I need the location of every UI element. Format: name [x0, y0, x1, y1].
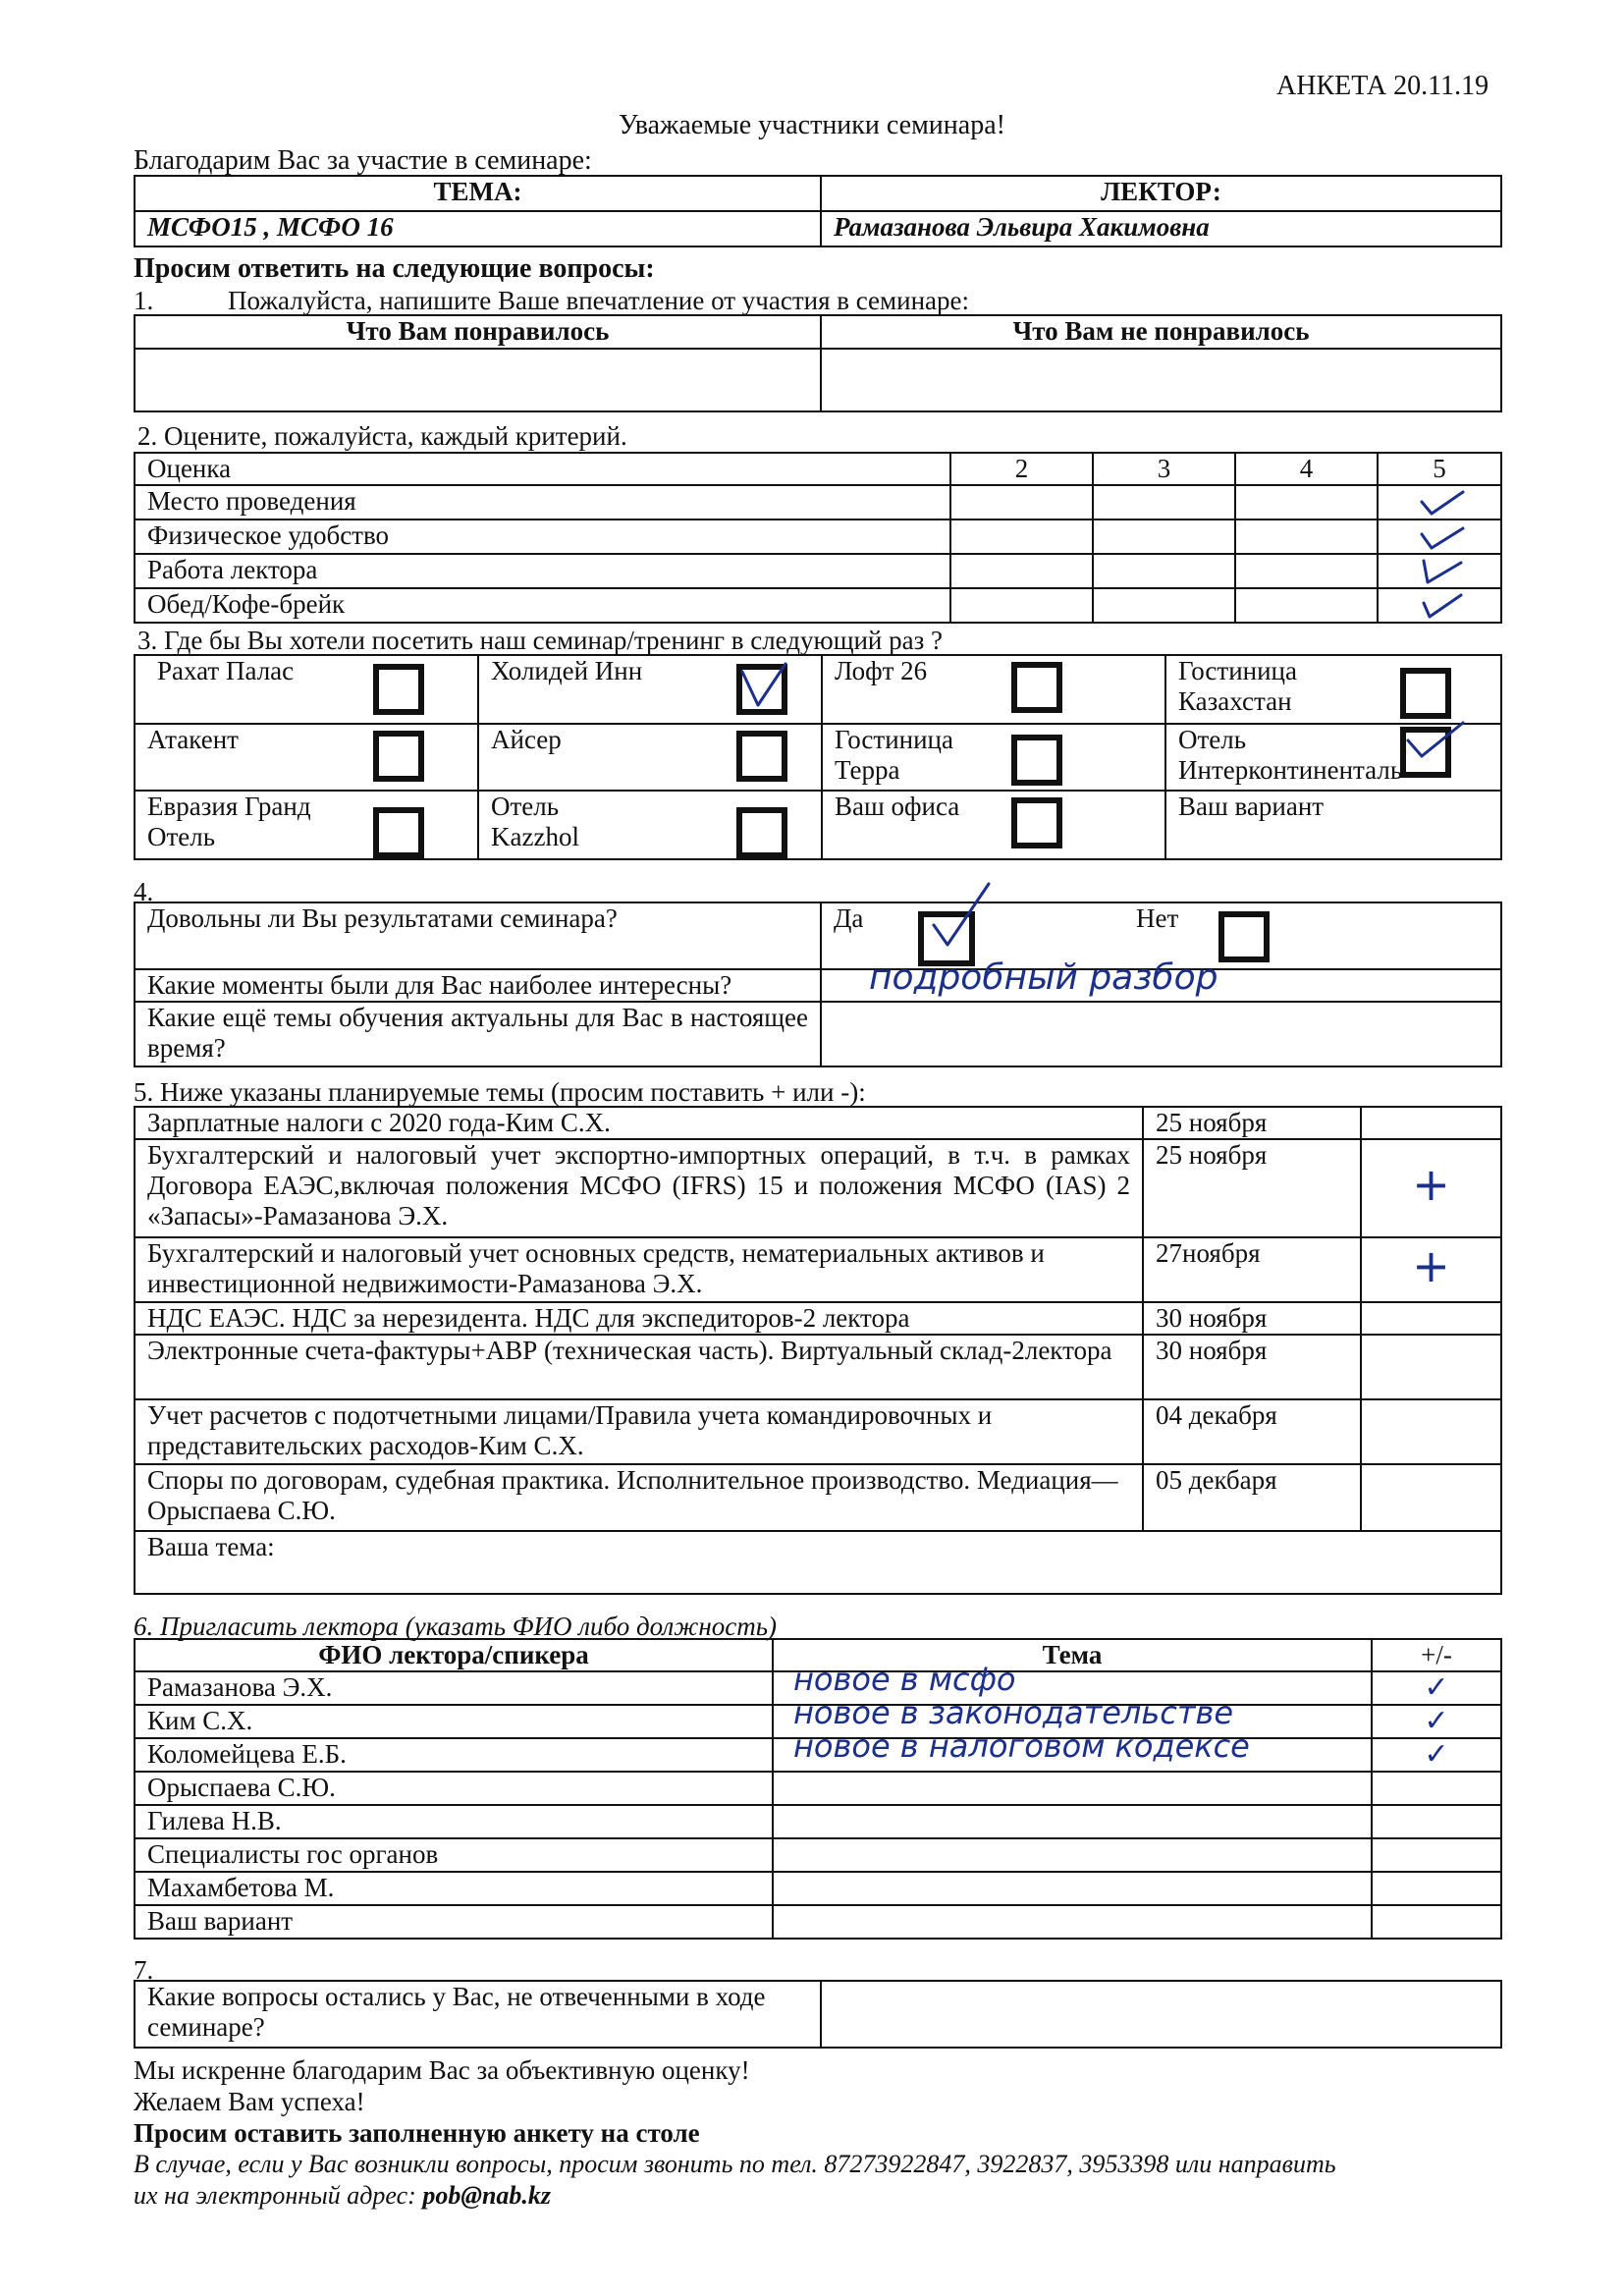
- speaker-topic[interactable]: [773, 1772, 1372, 1805]
- checkbox[interactable]: [373, 807, 424, 858]
- own-topic-field[interactable]: [135, 1531, 1501, 1594]
- speaker-name: Ваш вариант: [135, 1905, 773, 1939]
- col-speaker-mark: +/-: [1372, 1639, 1501, 1671]
- no-checkbox[interactable]: [1218, 911, 1270, 962]
- planned-topic: Зарплатные налоги с 2020 года-Ким С.Х.: [135, 1107, 1143, 1139]
- planned-topic: Споры по договорам, судебная практика. Исполнительное производство. Медиация—Орыспаева С.Ю.: [135, 1464, 1143, 1531]
- speaker-mark[interactable]: [1372, 1738, 1501, 1772]
- topic-value: МСФО15 , МСФО 16: [135, 211, 821, 246]
- speaker-mark[interactable]: [1372, 1772, 1501, 1805]
- venue-label: Отель Интерконтиненталь: [1178, 725, 1403, 785]
- checkbox[interactable]: [1011, 662, 1062, 713]
- criterion-comfort: Физическое удобство: [135, 519, 950, 554]
- q2-rating-table: [134, 452, 1502, 624]
- thanks-line: Благодарим Вас за участие в семинаре:: [134, 145, 592, 176]
- planned-topic: Учет расчетов с подотчетными лицами/Правила учета командировочных и представительских расходов-Ким С.Х.: [135, 1399, 1143, 1464]
- handwritten-topic: новое в налоговом кодексе: [793, 1727, 1250, 1765]
- handwritten-mark: +: [1412, 1158, 1450, 1211]
- speaker-mark[interactable]: [1372, 1905, 1501, 1939]
- topic-table: [134, 175, 1502, 247]
- plus-minus-cell[interactable]: [1361, 1139, 1501, 1237]
- rating-cell[interactable]: [1093, 554, 1235, 588]
- q1-liked-header: Что Вам понравилось: [135, 315, 821, 349]
- q3-venue-table: [134, 654, 1502, 860]
- q4-other-topics-question: Какие ещё темы обучения актуальны для Вас в настоящее время?: [135, 1002, 821, 1066]
- q1-liked-answer[interactable]: [135, 349, 821, 411]
- speaker-name: Специалисты гос органов: [135, 1838, 773, 1872]
- q1-text: Пожалуйста, напишите Ваше впечатление от участия в семинаре:: [228, 286, 969, 315]
- planned-date: 25 ноября: [1143, 1139, 1361, 1237]
- venue-rahat-palace[interactable]: [135, 655, 478, 724]
- check-mark-icon: [1418, 522, 1467, 552]
- venue-your-office[interactable]: [822, 791, 1165, 859]
- greeting: Уважаемые участники семинара!: [619, 110, 1005, 140]
- venue-aiser[interactable]: [478, 724, 822, 791]
- venue-eurasia-grand[interactable]: [135, 791, 478, 859]
- speaker-mark[interactable]: [1372, 1805, 1501, 1838]
- venue-label: Рахат Палас: [157, 656, 295, 685]
- q7-answer[interactable]: [821, 1981, 1501, 2048]
- yes-label: Да: [834, 903, 864, 933]
- own-topic-label: Ваша тема:: [147, 1532, 275, 1561]
- score-5: 5: [1378, 453, 1501, 485]
- rating-cell[interactable]: [1235, 485, 1378, 519]
- criterion-lecturer: Работа лектора: [135, 554, 950, 588]
- speaker-name: Гилева Н.В.: [135, 1805, 773, 1838]
- handwritten-topic: новое в мсфо: [793, 1661, 1016, 1698]
- plus-minus-cell[interactable]: [1361, 1302, 1501, 1335]
- rating-cell-checked[interactable]: [1378, 554, 1501, 588]
- check-mark-icon: [1388, 717, 1467, 766]
- no-label: Нет: [1136, 903, 1179, 933]
- speaker-name: Махамбетова М.: [135, 1872, 773, 1905]
- rating-cell[interactable]: [950, 519, 1093, 554]
- q1-disliked-header: Что Вам не понравилось: [821, 315, 1501, 349]
- handwritten-check: ✓: [1424, 1670, 1449, 1705]
- plus-minus-cell[interactable]: [1361, 1107, 1501, 1139]
- venue-label: Атакент: [147, 725, 239, 754]
- venue-atakent[interactable]: [135, 724, 478, 791]
- lecturer-header: ЛЕКТОР:: [821, 176, 1501, 211]
- rating-cell[interactable]: [1235, 554, 1378, 588]
- handwritten-check: ✓: [1424, 1704, 1449, 1738]
- rating-cell[interactable]: [1235, 519, 1378, 554]
- document-id: АНКЕТА 20.11.19: [1276, 71, 1489, 101]
- planned-topic: НДС ЕАЭС. НДС за нерезидента. НДС для экспедиторов-2 лектора: [135, 1302, 1143, 1335]
- col-speaker-name: ФИО лектора/спикера: [135, 1639, 773, 1671]
- planned-date: 27ноября: [1143, 1237, 1361, 1302]
- planned-topic: Бухгалтерский и налоговый учет экспортно-импортных операций, в т.ч. в рамках Договора ЕАЭС,включая положения МСФО (IFRS) 15 и положения МСФО (IAS) 2 «Запасы»-Рамазанова Э.Х.: [135, 1139, 1143, 1237]
- q4-table: [134, 902, 1502, 1067]
- rating-cell-checked[interactable]: [1378, 519, 1501, 554]
- speaker-name: Коломейцева Е.Б.: [135, 1738, 773, 1772]
- checkbox[interactable]: [373, 664, 424, 715]
- q3-title: 3. Где бы Вы хотели посетить наш семинар/тренинг в следующий раз ?: [137, 626, 944, 655]
- speaker-mark[interactable]: [1372, 1705, 1501, 1738]
- q1-disliked-answer[interactable]: [821, 349, 1501, 411]
- q2-title: 2. Оцените, пожалуйста, каждый критерий.: [137, 421, 627, 451]
- q4-satisfied-question: Довольны ли Вы результатами семинара?: [135, 902, 821, 969]
- rating-cell[interactable]: [1093, 519, 1235, 554]
- q5-topics-table: [134, 1106, 1502, 1595]
- q4-other-topics-answer[interactable]: [821, 1002, 1501, 1066]
- venue-intercontinental[interactable]: [1165, 724, 1501, 791]
- venue-label: Отель Kazzhol: [491, 792, 579, 851]
- speaker-name: Ким С.Х.: [135, 1705, 773, 1738]
- venue-label: Ваш офиса: [835, 792, 960, 821]
- speaker-topic[interactable]: [773, 1838, 1372, 1872]
- speaker-topic[interactable]: [773, 1905, 1372, 1939]
- intro-text: Просим ответить на следующие вопросы:: [134, 253, 655, 284]
- speaker-topic[interactable]: [773, 1727, 1372, 1772]
- footer-email-line: [134, 2180, 551, 2212]
- speaker-mark[interactable]: [1372, 1671, 1501, 1705]
- score-4: 4: [1235, 453, 1378, 485]
- q4-interesting-answer[interactable]: [821, 957, 1501, 1002]
- check-mark-icon: [732, 660, 791, 715]
- q4-interesting-question: Какие моменты были для Вас наиболее интересны?: [135, 969, 821, 1002]
- venue-holiday-inn[interactable]: [478, 655, 822, 724]
- checkbox[interactable]: [1011, 797, 1062, 848]
- q1-table: [134, 314, 1502, 412]
- checkbox[interactable]: [736, 731, 787, 782]
- rating-cell-checked[interactable]: [1378, 588, 1501, 623]
- rating-cell[interactable]: [1093, 485, 1235, 519]
- email-link[interactable]: pob@nab.kz: [422, 2181, 552, 2210]
- speaker-topic[interactable]: [773, 1805, 1372, 1838]
- checkbox[interactable]: [736, 807, 787, 858]
- plus-minus-cell[interactable]: [1361, 1399, 1501, 1464]
- rating-cell-checked[interactable]: [1378, 485, 1501, 519]
- email-prefix: их на электронный адрес:: [134, 2181, 423, 2210]
- q2-header-label: Оценка: [135, 453, 950, 485]
- planned-date: 30 ноября: [1143, 1302, 1361, 1335]
- topic-header: ТЕМА:: [135, 176, 821, 211]
- criterion-venue: Место проведения: [135, 485, 950, 519]
- checkbox[interactable]: [373, 731, 424, 782]
- speaker-name: Орыспаева С.Ю.: [135, 1772, 773, 1805]
- rating-cell[interactable]: [950, 588, 1093, 623]
- checkbox[interactable]: [1400, 668, 1451, 719]
- venue-label: Гостиница Терра: [835, 725, 953, 785]
- score-3: 3: [1093, 453, 1235, 485]
- handwritten-topic: новое в законодательстве: [793, 1694, 1234, 1731]
- plus-minus-cell[interactable]: [1361, 1237, 1501, 1302]
- q1-number: 1.: [134, 286, 154, 315]
- rating-cell[interactable]: [950, 554, 1093, 588]
- venue-kazzhol[interactable]: [478, 791, 822, 859]
- score-2: 2: [950, 453, 1093, 485]
- q5-title: 5. Ниже указаны планируемые темы (просим поставить + или -):: [134, 1077, 866, 1107]
- venue-hotel-terra[interactable]: [822, 724, 1165, 791]
- handwritten-mark: +: [1412, 1239, 1450, 1292]
- checkbox[interactable]: [1011, 735, 1062, 786]
- venue-hotel-kazakhstan[interactable]: [1165, 655, 1501, 724]
- rating-cell[interactable]: [1093, 588, 1235, 623]
- planned-topic: Бухгалтерский и налоговый учет основных средств, нематериальных активов и инвестиционной недвижимости-Рамазанова Э.Х.: [135, 1237, 1143, 1302]
- footer-contact: В случае, если у Вас возникли вопросы, просим звонить по тел. 87273922847, 3922837, 3953398 или направить: [134, 2150, 1336, 2178]
- plus-minus-cell[interactable]: [1361, 1335, 1501, 1399]
- check-mark-icon: [1418, 591, 1467, 621]
- q7-table: [134, 1980, 1502, 2049]
- footer-wish: Желаем Вам успеха!: [134, 2087, 365, 2116]
- check-mark-icon: [920, 880, 999, 949]
- check-mark-icon: [1418, 488, 1467, 518]
- planned-topic: Электронные счета-фактуры+АВР (техническая часть). Виртуальный склад-2лектора: [135, 1335, 1143, 1399]
- lecturer-value: Рамазанова Эльвира Хакимовна: [821, 211, 1501, 246]
- handwritten-check: ✓: [1424, 1737, 1449, 1772]
- venue-label: Лофт 26: [835, 656, 928, 685]
- rating-cell[interactable]: [950, 485, 1093, 519]
- q7-question: Какие вопросы остались у Вас, не отвеченными в ходе семинаре?: [135, 1981, 821, 2048]
- q6-title: 6. Пригласить лектора (указать ФИО либо должность): [134, 1612, 777, 1641]
- planned-date: 25 ноября: [1143, 1107, 1361, 1139]
- venue-label: Ваш вариант: [1178, 792, 1325, 821]
- venue-label: Евразия Гранд Отель: [147, 792, 311, 851]
- venue-label: Гостиница Казахстан: [1178, 656, 1297, 716]
- handwritten-answer: подробный разбор: [869, 957, 1218, 998]
- planned-date: 04 декабря: [1143, 1399, 1361, 1464]
- planned-date: 30 ноября: [1143, 1335, 1361, 1399]
- venue-your-option[interactable]: [1165, 791, 1501, 859]
- venue-label: Холидей Инн: [491, 656, 643, 685]
- q4-number: 4.: [134, 877, 154, 906]
- q7-number: 7.: [134, 1955, 154, 1985]
- speaker-mark[interactable]: [1372, 1872, 1501, 1905]
- speaker-mark[interactable]: [1372, 1838, 1501, 1872]
- q6-speakers-table: [134, 1638, 1502, 1940]
- venue-loft-26[interactable]: [822, 655, 1165, 724]
- col-speaker-topic: Тема: [773, 1639, 1372, 1671]
- planned-date: 05 декбаря: [1143, 1464, 1361, 1531]
- footer-thanks: Мы искренне благодарим Вас за объективную оценку!: [134, 2055, 750, 2085]
- criterion-lunch: Обед/Кофе-брейк: [135, 588, 950, 623]
- footer-leave: Просим оставить заполненную анкету на столе: [134, 2118, 700, 2148]
- speaker-topic[interactable]: [773, 1872, 1372, 1905]
- rating-cell[interactable]: [1235, 588, 1378, 623]
- plus-minus-cell[interactable]: [1361, 1464, 1501, 1531]
- speaker-name: Рамазанова Э.Х.: [135, 1671, 773, 1705]
- venue-label: Айсер: [491, 725, 562, 754]
- check-mark-icon: [1418, 557, 1467, 586]
